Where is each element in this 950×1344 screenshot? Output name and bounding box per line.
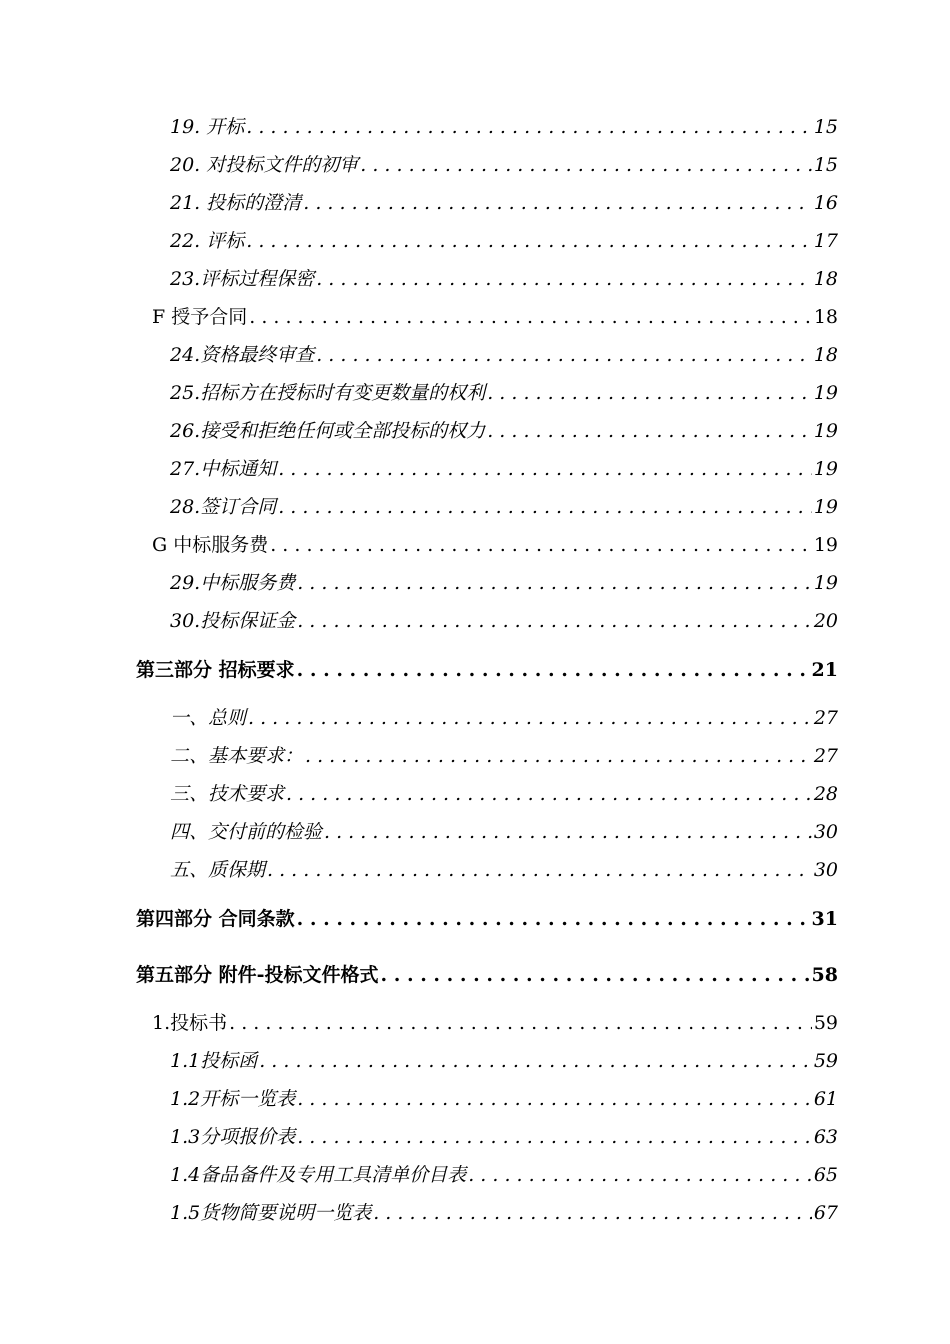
toc-entry[interactable]	[170, 378, 838, 408]
toc-entry[interactable]	[170, 1084, 838, 1114]
dot-leader	[248, 703, 812, 733]
toc-entry-title: 28.签订合同	[170, 496, 277, 518]
toc-entry[interactable]	[170, 1198, 838, 1228]
toc-entry-page: 63	[813, 1126, 838, 1148]
toc-entry-page: 27	[813, 745, 838, 767]
toc-entry[interactable]	[170, 741, 838, 771]
toc-entry-page: 17	[813, 230, 838, 252]
toc-entry-page: 15	[813, 154, 838, 176]
dot-leader	[249, 302, 812, 332]
dot-leader	[303, 188, 812, 218]
dot-leader	[305, 741, 812, 771]
dot-leader	[278, 454, 812, 484]
dot-leader	[316, 264, 812, 294]
toc-entry-part[interactable]	[136, 655, 838, 685]
dot-leader	[229, 1008, 812, 1038]
toc-entry-page: 61	[813, 1088, 838, 1110]
toc-entry-page: 19	[813, 458, 838, 480]
toc-entry[interactable]	[170, 454, 838, 484]
toc-entry-page: 58	[811, 964, 838, 986]
toc-entry-title: 一、总则	[170, 707, 247, 729]
toc-entry[interactable]	[170, 416, 838, 446]
toc-entry-page: 67	[813, 1202, 838, 1224]
dot-leader	[297, 655, 810, 685]
toc-entry-part[interactable]	[136, 904, 838, 934]
toc-entry-page: 18	[813, 306, 838, 328]
dot-leader	[297, 1122, 812, 1152]
toc-entry-title: 1.投标书	[152, 1012, 228, 1034]
toc-entry[interactable]	[170, 606, 838, 636]
toc-entry-page: 19	[813, 420, 838, 442]
dot-leader	[267, 855, 812, 885]
toc-entry-title: 20. 对投标文件的初审	[170, 154, 359, 176]
toc-entry-page: 30	[813, 821, 838, 843]
toc-entry-page: 19	[813, 496, 838, 518]
toc-entry-page: 28	[813, 783, 838, 805]
toc-entry-part[interactable]	[136, 960, 838, 990]
toc-entry-title: 30.投标保证金	[170, 610, 296, 632]
toc-entry-page: 18	[813, 344, 838, 366]
dot-leader	[316, 340, 812, 370]
dot-leader	[324, 817, 812, 847]
toc-entry-page: 20	[813, 610, 838, 632]
toc-entry[interactable]	[170, 1160, 838, 1190]
toc-entry-title: 25.招标方在授标时有变更数量的权利	[170, 382, 486, 404]
toc-entry-page: 19	[813, 572, 838, 594]
toc-entry[interactable]	[170, 112, 838, 142]
toc-entry-title: 1.3分项报价表	[170, 1126, 296, 1148]
dot-leader	[468, 1160, 812, 1190]
toc-entry-page: 21	[811, 659, 838, 681]
dot-leader	[297, 568, 812, 598]
toc-entry-page: 59	[813, 1050, 838, 1072]
dot-leader	[360, 150, 812, 180]
dot-leader	[297, 904, 810, 934]
toc-entry-title: 26.接受和拒绝任何或全部投标的权力	[170, 420, 486, 442]
toc-entry-title: 五、质保期	[170, 859, 266, 881]
toc-entry-title: 四、交付前的检验	[170, 821, 323, 843]
toc-entry-page: 30	[813, 859, 838, 881]
toc-entry[interactable]	[170, 188, 838, 218]
dot-leader	[246, 226, 812, 256]
toc-entry-title: 三、技术要求	[170, 783, 285, 805]
dot-leader	[381, 960, 810, 990]
toc-entry-page: 18	[813, 268, 838, 290]
toc-entry-page: 31	[811, 908, 838, 930]
toc-entry[interactable]	[170, 150, 838, 180]
toc-entry[interactable]	[170, 568, 838, 598]
toc-entry[interactable]	[170, 264, 838, 294]
dot-leader	[373, 1198, 812, 1228]
toc-entry[interactable]	[170, 492, 838, 522]
dot-leader	[286, 779, 812, 809]
toc-entry-title: 22. 评标	[170, 230, 245, 252]
dot-leader	[487, 378, 812, 408]
toc-entry-title: 29.中标服务费	[170, 572, 296, 594]
toc-entry[interactable]	[170, 1046, 838, 1076]
toc-entry-title: 1.1投标函	[170, 1050, 258, 1072]
dot-leader	[487, 416, 812, 446]
toc-entry-title: 21. 投标的澄清	[170, 192, 302, 214]
toc-entry[interactable]	[170, 226, 838, 256]
dot-leader	[270, 530, 812, 560]
toc-entry-page: 15	[813, 116, 838, 138]
toc-entry-page: 19	[813, 534, 838, 556]
dot-leader	[297, 606, 812, 636]
toc-entry-title: 23.评标过程保密	[170, 268, 315, 290]
toc-entry-title: G 中标服务费	[152, 534, 269, 556]
toc-entry-title: 24.资格最终审查	[170, 344, 315, 366]
dot-leader	[246, 112, 812, 142]
toc-entry[interactable]	[170, 779, 838, 809]
toc-entry-page: 16	[813, 192, 838, 214]
toc-entry[interactable]	[170, 340, 838, 370]
toc-entry-title: 19. 开标	[170, 116, 245, 138]
toc-entry[interactable]	[152, 1008, 838, 1038]
toc-entry[interactable]	[170, 817, 838, 847]
toc-entry[interactable]	[152, 530, 838, 560]
toc-entry-title: 1.4备品备件及专用工具清单价目表	[170, 1164, 467, 1186]
dot-leader	[259, 1046, 812, 1076]
toc-entry[interactable]	[170, 1122, 838, 1152]
toc-entry-page: 65	[813, 1164, 838, 1186]
dot-leader	[278, 492, 812, 522]
dot-leader	[297, 1084, 812, 1114]
toc-entry-title: 第五部分 附件-投标文件格式	[136, 964, 379, 986]
toc-entry-page: 27	[813, 707, 838, 729]
toc-entry-title: 1.2开标一览表	[170, 1088, 296, 1110]
toc-entry-page: 19	[813, 382, 838, 404]
toc-entry[interactable]	[170, 855, 838, 885]
toc-entry-title: 27.中标通知	[170, 458, 277, 480]
toc-entry-title: 第四部分 合同条款	[136, 908, 295, 930]
toc-entry-title: 二、基本要求：	[170, 745, 304, 767]
toc-entry-page: 59	[813, 1012, 838, 1034]
toc-entry[interactable]	[170, 703, 838, 733]
toc-entry-title: F 授予合同	[152, 306, 248, 328]
toc-entry-title: 第三部分 招标要求	[136, 659, 295, 681]
toc-entry-title: 1.5货物简要说明一览表	[170, 1202, 372, 1224]
toc-entry[interactable]	[152, 302, 838, 332]
